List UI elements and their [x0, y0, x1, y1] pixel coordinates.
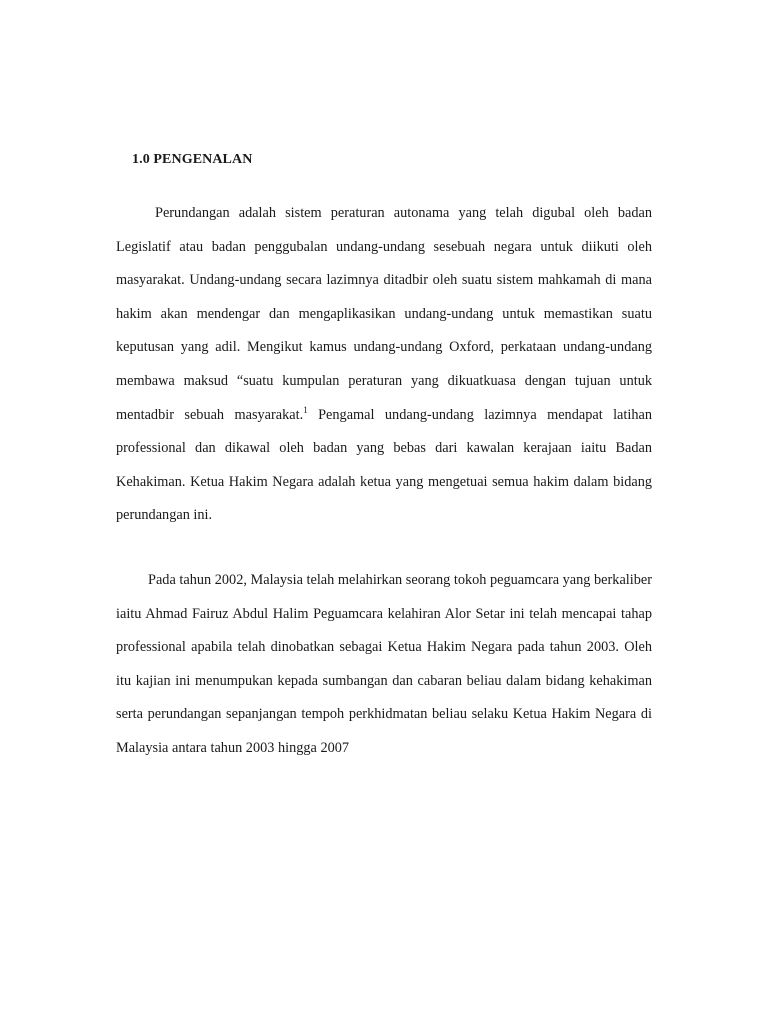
paragraph-introduction [116, 197, 652, 533]
paragraph-introduction-text-a: Perundangan adalah sistem peraturan autonama yang telah digubal oleh badan Legislatif atau badan penggubalan undang-undang sesebuah negara untuk diikuti oleh masyarakat. Undang-undang secara lazimnya ditadbir oleh suatu sistem mahkamah di mana hakim akan mendengar dan mengaplikasikan undang-undang untuk memastikan suatu keputusan yang adil. Mengikut kamus undang-undang Oxford, perkataan undang-undang membawa maksud “suatu kumpulan peraturan yang dikuatkuasa dengan tujuan untuk mentadbir sebuah masyarakat. [116, 205, 652, 423]
footnote-reference[interactable]: 1 [303, 404, 308, 415]
paragraph-introduction-text-b: Pengamal undang-undang lazimnya mendapat latihan professional dan dikawal oleh badan yang bebas dari kawalan kerajaan iaitu Badan Kehakiman. Ketua Hakim Negara adalah ketua yang mengetuai semua hakim dalam bidang perundangan ini. [116, 406, 652, 524]
paragraph-background: Pada tahun 2002, Malaysia telah melahirkan seorang tokoh peguamcara yang berkaliber iaitu Ahmad Fairuz Abdul Halim Peguamcara kelahiran Alor Setar ini telah mencapai tahap professional apabila telah dinobatkan sebagai Ketua Hakim Negara pada tahun 2003. Oleh itu kajian ini menumpukan kepada sumbangan dan cabaran beliau dalam bidang kehakiman serta perundangan sepanjangan tempoh perkhidmatan beliau selaku Ketua Hakim Negara di Malaysia antara tahun 2003 hingga 2007 [116, 572, 652, 756]
section-heading: 1.0 PENGENALAN [132, 152, 253, 167]
